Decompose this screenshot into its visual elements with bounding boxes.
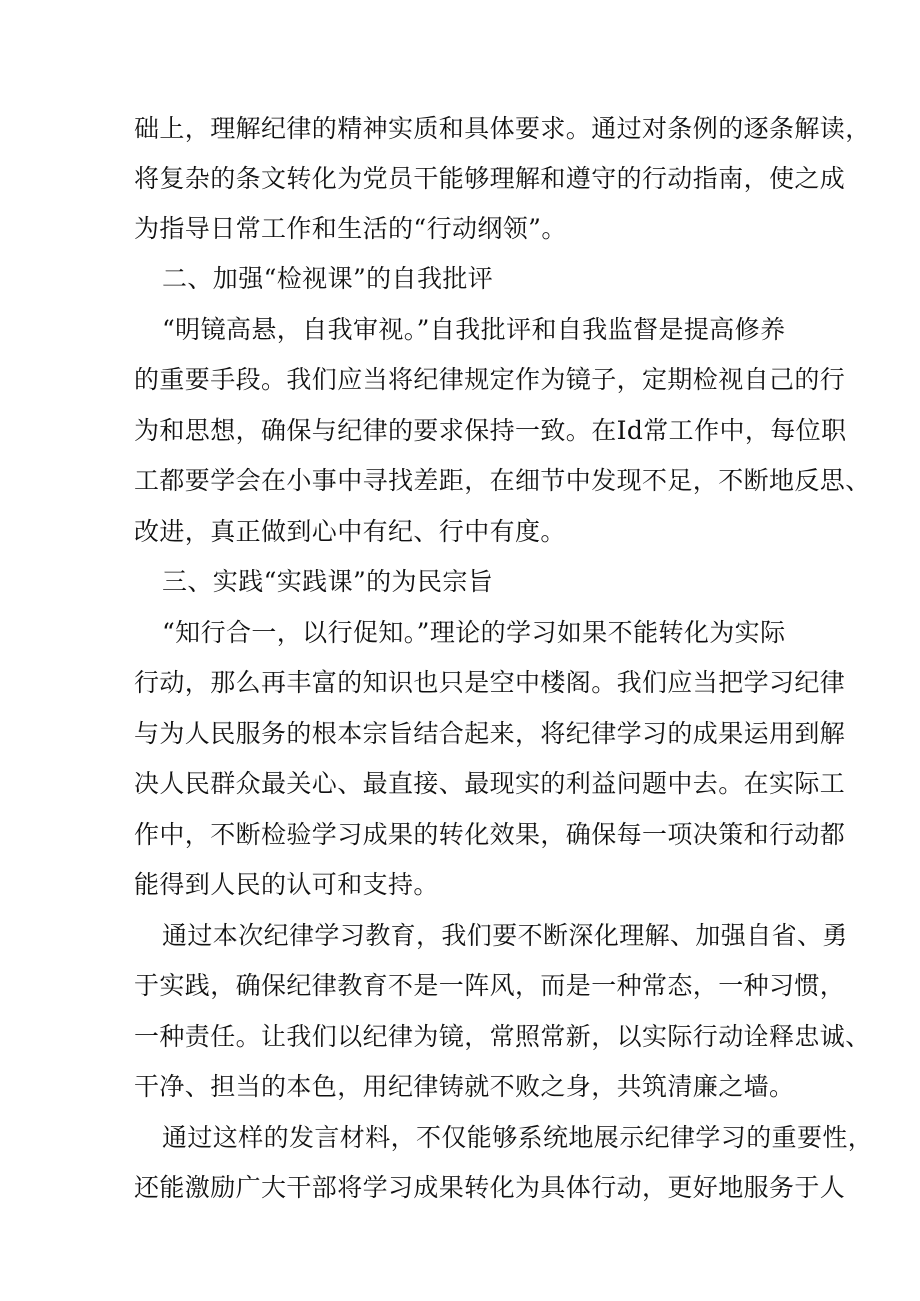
- paragraph-line: 为指导日常工作和生活的“行动纲领”。: [134, 214, 567, 243]
- paragraph-line: “明镜高悬，自我审视。”自我批评和自我监督是提高修养: [162, 315, 786, 344]
- section-heading: 三、实践“实践课”的为民宗旨: [162, 567, 494, 596]
- paragraph-line: 与为人民服务的根本宗旨结合起来，将纪律学习的成果运用到解: [134, 719, 846, 748]
- paragraph-line: 决人民群众最关心、最直接、最现实的利益问题中去。在实际工: [134, 769, 846, 798]
- paragraph-line: 干净、担当的本色，用纪律铸就不败之身，共筑清廉之墙。: [134, 1072, 795, 1101]
- paragraph-line: 将复杂的条文转化为党员干能够理解和遵守的行动指南，使之成: [134, 164, 846, 193]
- paragraph-line: 作中，不断检验学习成果的转化效果，确保每一项决策和行动都: [134, 820, 846, 849]
- paragraph-line: 的重要手段。我们应当将纪律规定作为镜子，定期检视自己的行: [134, 365, 846, 394]
- section-heading: 二、加强“检视课”的自我批评: [162, 264, 494, 293]
- paragraph-line: 础上，理解纪律的精神实质和具体要求。通过对条例的逐条解读，: [134, 114, 871, 143]
- paragraph-line: 通过本次纪律学习教育，我们要不断深化理解、加强自省、勇: [162, 921, 848, 950]
- paragraph-line: 一种责任。让我们以纪律为镜，常照常新，以实际行动诠释忠诚、: [134, 1022, 871, 1051]
- paragraph-line: 改进，真正做到心中有纪、行中有度。: [134, 517, 566, 546]
- paragraph-line: 还能激励广大干部将学习成果转化为具体行动，更好地服务于人: [134, 1173, 846, 1202]
- paragraph-line: 能得到人民的认可和支持。: [134, 870, 439, 899]
- paragraph-line: “知行合一，以行促知。”理论的学习如果不能转化为实际: [162, 618, 786, 647]
- paragraph-line: 为和思想，确保与纪律的要求保持一致。在Id常工作中，每位职: [134, 416, 847, 445]
- paragraph-line: 通过这样的发言材料，不仅能够系统地展示纪律学习的重要性，: [162, 1123, 874, 1152]
- paragraph-line: 于实践，确保纪律教育不是一阵风，而是一种常态，一种习惯，: [134, 971, 846, 1000]
- paragraph-line: 工都要学会在小事中寻找差距，在细节中发现不足，不断地反思、: [134, 466, 871, 495]
- paragraph-line: 行动，那么再丰富的知识也只是空中楼阁。我们应当把学习纪律: [134, 668, 846, 697]
